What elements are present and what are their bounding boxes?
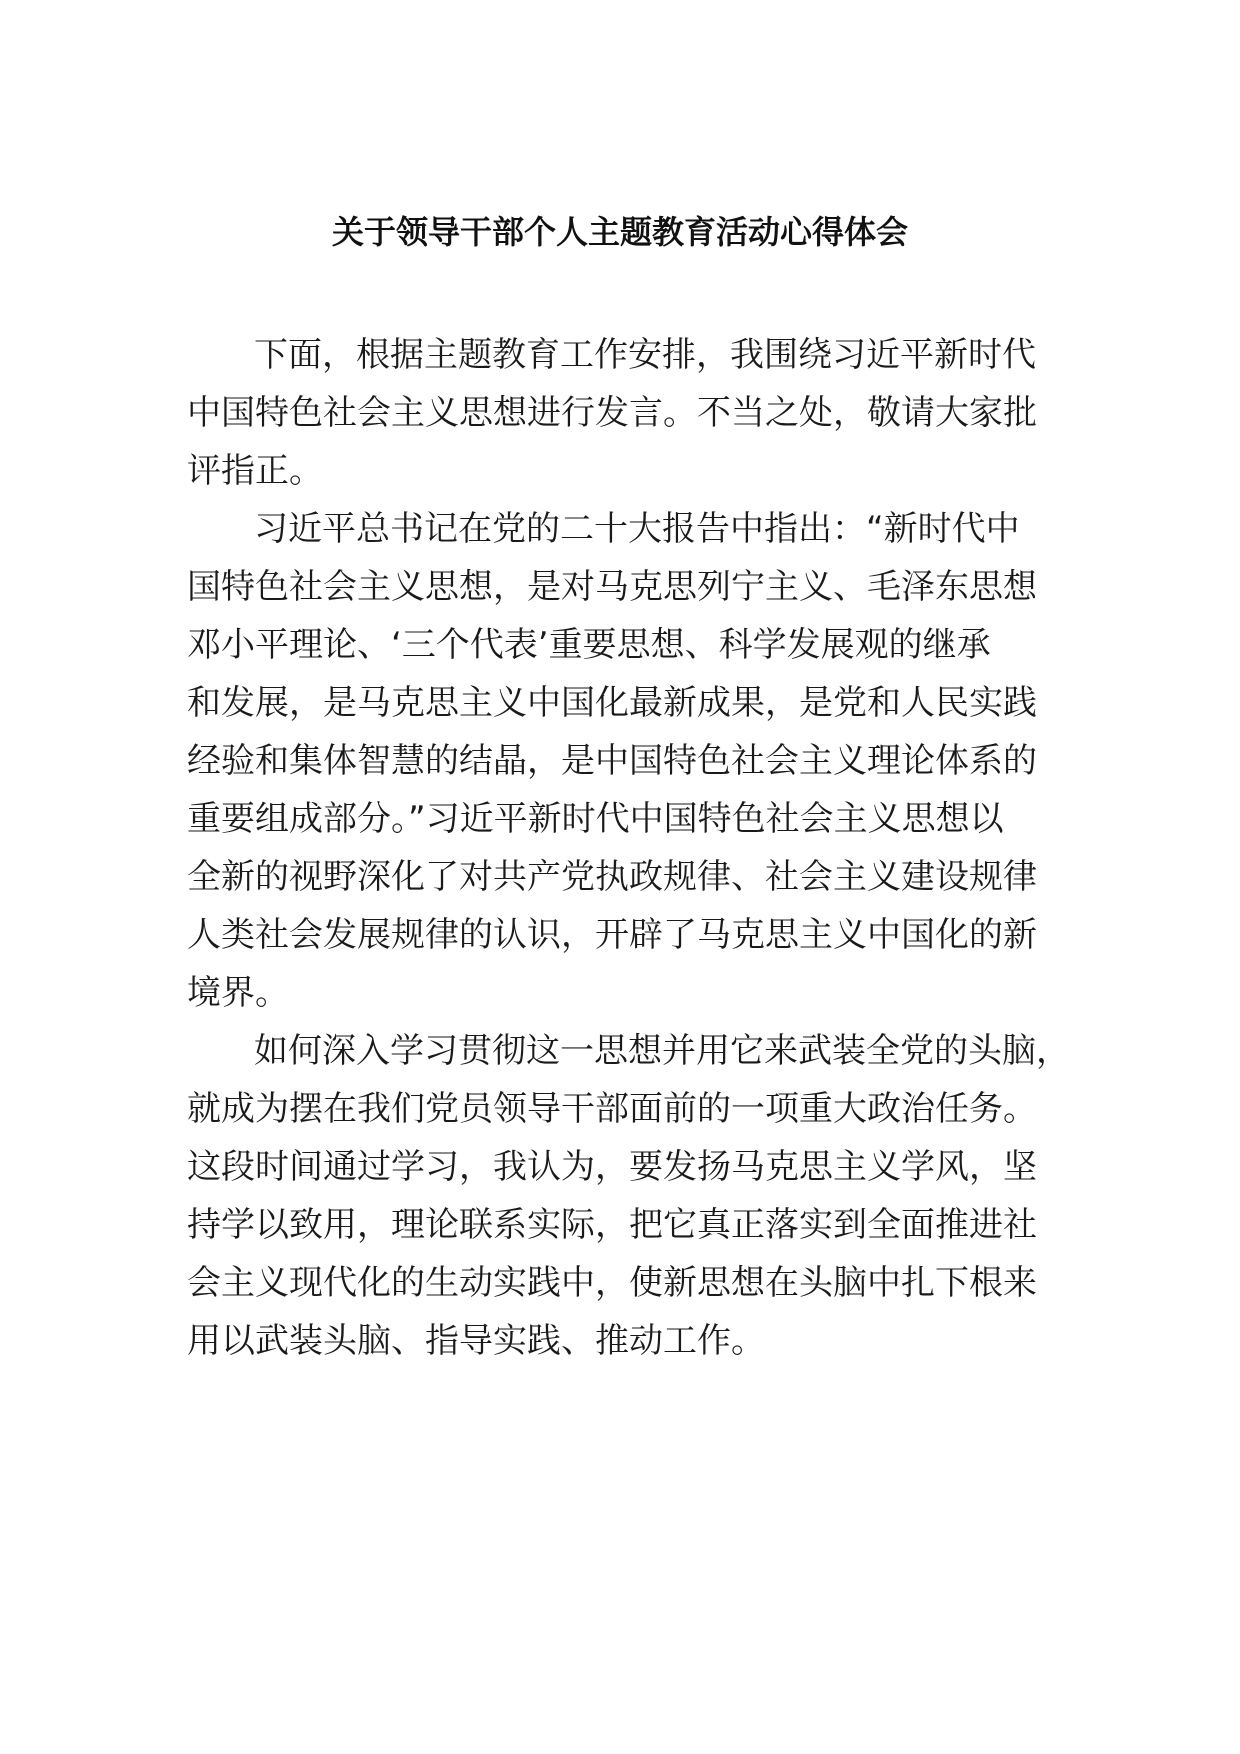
paragraph-1-line-2: 中国特色社会主义思想进行发言。不当之处，敬请大家批 xyxy=(187,393,1037,433)
document-title: 关于领导干部个人主题教育活动心得体会 xyxy=(331,213,908,251)
paragraph-2-line-2: 国特色社会主义思想，是对马克思列宁主义、毛泽东思想 xyxy=(187,567,1037,607)
paragraph-3-line-4: 持学以致用，理论联系实际，把它真正落实到全面推进社 xyxy=(187,1205,1037,1245)
paragraph-3-line-2: 就成为摆在我们党员领导干部面前的一项重大政治任务。 xyxy=(187,1089,1037,1129)
paragraph-2-line-6: 重要组成部分。”习近平新时代中国特色社会主义思想以 xyxy=(187,799,1004,839)
paragraph-2-line-5: 经验和集体智慧的结晶，是中国特色社会主义理论体系的 xyxy=(187,741,1037,781)
paragraph-2-line-4: 和发展，是马克思主义中国化最新成果，是党和人民实践 xyxy=(187,683,1037,723)
paragraph-2-line-1: 习近平总书记在党的二十大报告中指出：“新时代中 xyxy=(254,509,1020,549)
paragraph-3-line-3: 这段时间通过学习，我认为，要发扬马克思主义学风，坚 xyxy=(187,1147,1037,1187)
paragraph-3-line-1: 如何深入学习贯彻这一思想并用它来武装全党的头脑， xyxy=(254,1031,1070,1071)
paragraph-2-line-3: 邓小平理论、‘三个代表’重要思想、科学发展观的继承 xyxy=(187,625,991,665)
paragraph-3-line-5: 会主义现代化的生动实践中，使新思想在头脑中扎下根来 xyxy=(187,1263,1037,1303)
paragraph-2-line-8: 人类社会发展规律的认识，开辟了马克思主义中国化的新 xyxy=(187,915,1037,955)
paragraph-1-line-3: 评指正。 xyxy=(187,451,323,491)
paragraph-2-line-7: 全新的视野深化了对共产党执政规律、社会主义建设规律 xyxy=(187,857,1037,897)
paragraph-3-line-6: 用以武装头脑、指导实践、推动工作。 xyxy=(187,1321,765,1361)
paragraph-2-line-9: 境界。 xyxy=(187,973,289,1013)
paragraph-1-line-1: 下面，根据主题教育工作安排，我围绕习近平新时代 xyxy=(254,335,1036,375)
